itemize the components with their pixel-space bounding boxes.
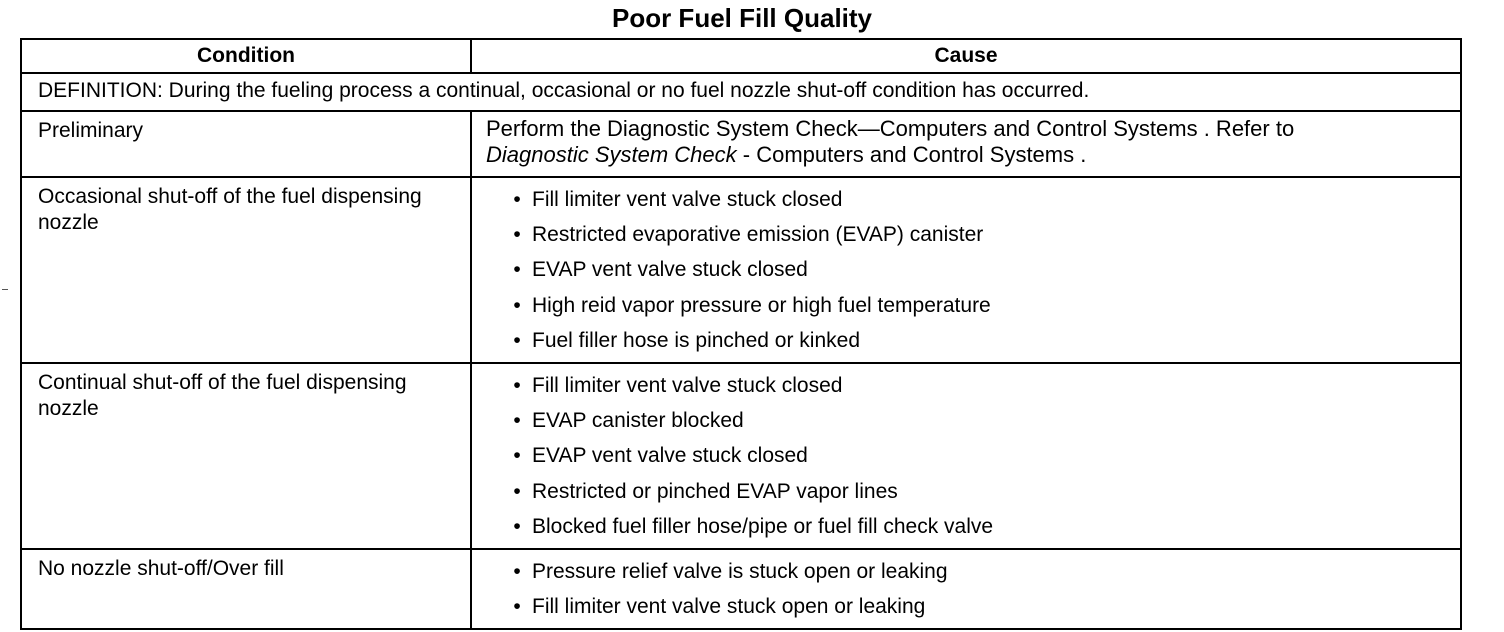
table-row	[21, 363, 1461, 549]
preliminary-cause-line-2	[486, 142, 1450, 168]
preliminary-cause-line-2-rest: - Computers and Control Systems .	[736, 142, 1087, 167]
table-row	[21, 111, 1461, 177]
cause-text: Fuel filler hose is pinched or kinked	[532, 328, 861, 352]
list-item	[506, 288, 1450, 323]
bullet-icon: •	[513, 514, 521, 538]
cause-header: Cause	[471, 39, 1461, 73]
list-item	[506, 589, 1450, 624]
list-item	[506, 554, 1450, 589]
cause-text: Restricted evaporative emission (EVAP) canister	[532, 223, 984, 247]
table-row	[21, 177, 1461, 363]
cause-text: Blocked fuel filler hose/pipe or fuel fill check valve	[532, 514, 994, 538]
condition-cell: Occasional shut-off of the fuel dispensing nozzle	[21, 177, 471, 363]
list-item	[506, 509, 1450, 544]
list-item	[506, 252, 1450, 287]
header-row	[21, 39, 1461, 73]
cause-cell	[471, 111, 1461, 177]
cause-cell	[471, 363, 1461, 549]
cause-cell	[471, 549, 1461, 629]
bullet-icon: •	[513, 479, 521, 503]
bullet-icon: •	[513, 560, 521, 583]
list-item	[506, 182, 1450, 217]
list-item	[506, 474, 1450, 509]
cause-text: Pressure relief valve is stuck open or leaking	[532, 560, 948, 583]
cause-cell	[471, 177, 1461, 363]
condition-cell: No nozzle shut-off/Over fill	[21, 549, 471, 629]
cause-text: High reid vapor pressure or high fuel temperature	[532, 293, 991, 317]
bullet-icon: •	[513, 293, 521, 317]
cause-text: EVAP vent valve stuck closed	[532, 258, 808, 282]
table-row	[21, 549, 1461, 629]
page-title: Poor Fuel Fill Quality	[611, 3, 873, 33]
bullet-icon: •	[513, 595, 521, 619]
list-item	[506, 368, 1450, 403]
diagnostic-system-check-reference: Diagnostic System Check	[486, 142, 737, 167]
list-item	[506, 403, 1450, 438]
bullet-icon: •	[513, 258, 521, 282]
cause-text: EVAP canister blocked	[532, 409, 744, 433]
cause-text: Restricted or pinched EVAP vapor lines	[532, 479, 898, 503]
cause-list	[486, 368, 1450, 544]
diagnostic-table	[20, 38, 1462, 630]
bullet-icon: •	[513, 188, 521, 211]
definition-cell: DEFINITION: During the fueling process a continual, occasional or no fuel nozzle shut-off condition has occurred.	[21, 73, 1461, 111]
cause-list	[486, 182, 1450, 358]
bullet-icon: •	[513, 328, 521, 352]
preliminary-cause-line-1: Perform the Diagnostic System Check—Computers and Control Systems . Refer to	[486, 116, 1295, 141]
definition-row	[21, 73, 1461, 111]
bullet-icon: •	[513, 223, 521, 247]
condition-cell: Continual shut-off of the fuel dispensing nozzle	[21, 363, 471, 549]
cause-text: EVAP vent valve stuck closed	[532, 444, 808, 468]
bullet-icon: •	[513, 409, 521, 433]
cause-list	[486, 554, 1450, 624]
bullet-icon: •	[513, 374, 521, 397]
cause-text: Fill limiter vent valve stuck closed	[532, 188, 843, 211]
condition-header: Condition	[21, 39, 471, 73]
scan-mark	[2, 289, 8, 290]
cause-text: Fill limiter vent valve stuck open or leaking	[532, 595, 926, 619]
list-item	[506, 323, 1450, 358]
list-item	[506, 217, 1450, 252]
cause-text: Fill limiter vent valve stuck closed	[532, 374, 843, 397]
bullet-icon: •	[513, 444, 521, 468]
list-item	[506, 438, 1450, 473]
condition-cell: Preliminary	[21, 111, 471, 177]
